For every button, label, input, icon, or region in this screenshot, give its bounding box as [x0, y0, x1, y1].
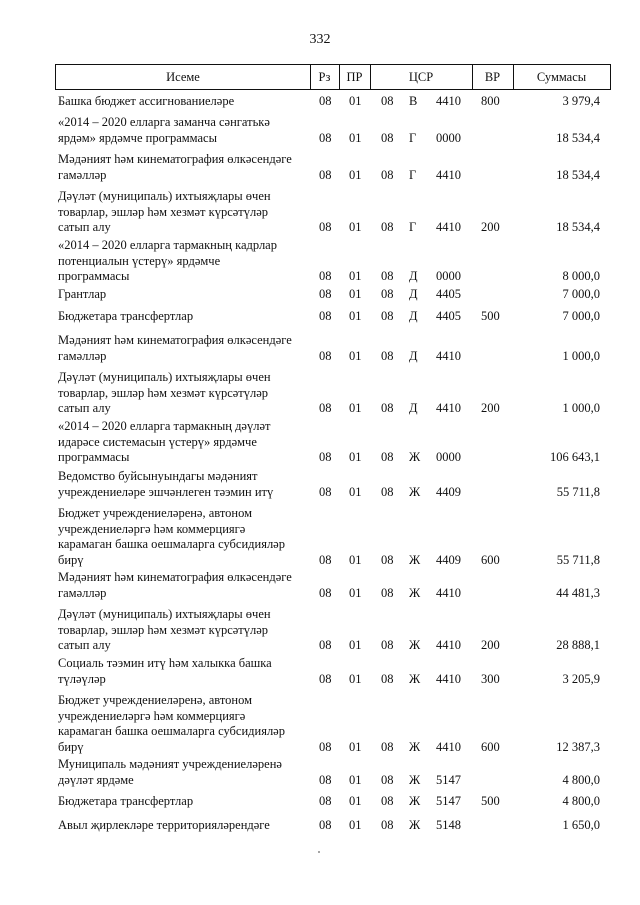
cell-rz: 08	[319, 401, 332, 415]
cell-sum: 1 000,0	[562, 348, 600, 363]
row-name-line: дәүләт ярдәме	[58, 772, 134, 787]
cell-pr: 01	[349, 287, 362, 301]
row-name-line: «2014 – 2020 елларга заманча сәнгатькә	[58, 115, 270, 129]
cell-pr: 01	[349, 269, 362, 283]
row-name	[58, 94, 304, 110]
cell-pr: 01	[349, 220, 362, 234]
cell-c2: Ж	[409, 450, 421, 464]
row-name	[58, 469, 304, 500]
table-row	[0, 189, 640, 236]
cell-c1: 08	[381, 220, 394, 234]
row-name-line: бирү	[58, 739, 84, 754]
cell-vr: 200	[481, 401, 500, 415]
row-name-line: потенциалын үстерү» ярдәмче	[58, 253, 221, 268]
row-name	[58, 333, 304, 364]
row-name	[58, 656, 304, 687]
row-name-line: гамәлләр	[58, 167, 107, 182]
cell-sum: 3 979,4	[562, 94, 600, 108]
cell-c3: 4405	[436, 309, 461, 323]
table-row	[0, 419, 640, 466]
cell-c2: Ж	[409, 739, 421, 754]
row-name-line: товарлар, эшләр һәм хезмәт күрсәтүләр	[58, 385, 269, 400]
table-row	[0, 469, 640, 500]
cell-c1: 08	[381, 167, 394, 182]
cell-rz: 08	[319, 269, 332, 283]
cell-rz: 08	[319, 585, 332, 600]
cell-rz: 08	[319, 818, 332, 832]
cell-c3: 4410	[436, 671, 461, 686]
cell-sum: 7 000,0	[562, 287, 600, 301]
cell-c3: 0000	[436, 130, 461, 145]
header-rz: Рз	[310, 65, 340, 89]
row-name-line: Башка бюджет ассигнованиеләре	[58, 94, 235, 108]
row-name-line: идарәсе системасын үстерү» ярдәмче	[58, 434, 257, 449]
cell-rz: 08	[319, 772, 332, 787]
row-name-line: Мәдәният һәм кинематография өлкәсендәге	[58, 152, 292, 166]
row-name-line: товарлар, эшләр һәм хезмәт күрсәтүләр	[58, 204, 269, 219]
cell-sum: 7 000,0	[562, 309, 600, 323]
cell-sum: 55 711,8	[556, 484, 600, 499]
cell-sum: 4 800,0	[562, 794, 600, 808]
row-name-line: Муниципаль мәдәният учреждениеләренә	[58, 757, 282, 771]
cell-c2: Ж	[409, 484, 421, 499]
cell-c2: Ж	[409, 638, 421, 652]
cell-c3: 0000	[436, 269, 461, 283]
cell-vr: 300	[481, 671, 500, 686]
cell-c3: 4410	[436, 401, 461, 415]
table-row	[0, 818, 640, 834]
cell-pr: 01	[349, 167, 362, 182]
table-row	[0, 794, 640, 810]
cell-c2: Г	[409, 220, 417, 234]
row-name	[58, 757, 304, 788]
row-name	[58, 419, 304, 466]
cell-pr: 01	[349, 585, 362, 600]
row-name	[58, 693, 304, 755]
table-row	[0, 607, 640, 654]
row-name	[58, 794, 304, 810]
row-name-line: учреждениеләре эшчәнлеген тәэмин итү	[58, 484, 274, 499]
cell-rz: 08	[319, 130, 332, 145]
cell-pr: 01	[349, 348, 362, 363]
row-name-line: Дәүләт (муниципаль) ихтыяҗлары өчен	[58, 189, 271, 203]
cell-c2: Г	[409, 130, 417, 145]
row-name	[58, 607, 304, 654]
cell-pr: 01	[349, 818, 362, 832]
cell-c2: Ж	[409, 818, 421, 832]
cell-pr: 01	[349, 484, 362, 499]
row-name-line: гамәлләр	[58, 585, 107, 600]
cell-pr: 01	[349, 794, 362, 808]
cell-rz: 08	[319, 484, 332, 499]
row-name-line: түләүләр	[58, 671, 106, 686]
row-name-line: Мәдәният һәм кинематография өлкәсендәге	[58, 333, 292, 347]
row-name	[58, 570, 304, 601]
cell-rz: 08	[319, 309, 332, 323]
table-row	[0, 238, 640, 285]
cell-c1: 08	[381, 130, 394, 145]
row-name-line: Ведомство буйсынуындагы мәдәният	[58, 469, 258, 483]
row-name-line: гамәлләр	[58, 348, 107, 363]
cell-vr: 800	[481, 94, 500, 108]
cell-rz: 08	[319, 287, 332, 301]
cell-pr: 01	[349, 772, 362, 787]
table-row	[0, 506, 640, 568]
cell-sum: 1 650,0	[562, 818, 600, 832]
row-name-line: «2014 – 2020 елларга тармакның кадрлар	[58, 238, 277, 252]
cell-c3: 4405	[436, 287, 461, 301]
cell-sum: 55 711,8	[556, 552, 600, 567]
cell-sum: 1 000,0	[562, 401, 600, 415]
cell-c1: 08	[381, 94, 394, 108]
row-name-line: Мәдәният һәм кинематография өлкәсендәге	[58, 570, 292, 584]
cell-c1: 08	[381, 671, 394, 686]
row-name-line: товарлар, эшләр һәм хезмәт күрсәтүләр	[58, 622, 269, 637]
row-name-line: сатып алу	[58, 638, 111, 652]
cell-sum: 12 387,3	[556, 739, 600, 754]
table-row	[0, 757, 640, 788]
cell-sum: 18 534,4	[556, 167, 600, 182]
cell-c1: 08	[381, 348, 394, 363]
row-name-line: карамаган башка оешмаларга субсидияләр	[58, 724, 285, 738]
cell-c1: 08	[381, 401, 394, 415]
cell-c3: 4410	[436, 739, 461, 754]
row-name-line: программасы	[58, 269, 130, 283]
header-sum: Суммасы	[536, 70, 587, 84]
cell-c2: Д	[409, 348, 418, 363]
cell-vr: 600	[481, 552, 500, 567]
cell-pr: 01	[349, 671, 362, 686]
cell-c1: 08	[381, 638, 394, 652]
row-name-line: Бюджетара трансфертлар	[58, 309, 194, 323]
row-name	[58, 115, 304, 146]
cell-vr: 500	[481, 309, 500, 323]
row-name-line: Грантлар	[58, 287, 107, 301]
cell-pr: 01	[349, 401, 362, 415]
row-name	[58, 818, 304, 834]
cell-c2: Д	[409, 401, 418, 415]
cell-c3: 4410	[436, 94, 461, 108]
cell-sum: 4 800,0	[562, 772, 600, 787]
row-name-line: Социаль тәэмин итү һәм халыкка башка	[58, 656, 272, 670]
header-name: Исеме	[56, 65, 311, 89]
row-name-line: Дәүләт (муниципаль) ихтыяҗлары өчен	[58, 607, 271, 621]
cell-sum: 18 534,4	[556, 130, 600, 145]
row-name-line: Дәүләт (муниципаль) ихтыяҗлары өчен	[58, 370, 271, 384]
cell-rz: 08	[319, 167, 332, 182]
cell-vr: 200	[481, 220, 500, 234]
table-row	[0, 152, 640, 183]
cell-c2: Ж	[409, 552, 421, 567]
cell-c3: 4410	[436, 167, 461, 182]
row-name-line: Бюджет учреждениеләренә, автоном	[58, 693, 253, 707]
scan-dot	[318, 851, 320, 853]
row-name	[58, 287, 304, 303]
row-name-line: учреждениеләргә һәм коммерциягә	[58, 708, 246, 723]
cell-rz: 08	[319, 794, 332, 808]
cell-vr: 500	[481, 794, 500, 808]
cell-c1: 08	[381, 269, 394, 283]
cell-c3: 5148	[436, 818, 461, 832]
cell-sum: 106 643,1	[550, 450, 600, 464]
row-name	[58, 152, 304, 183]
cell-c1: 08	[381, 450, 394, 464]
cell-pr: 01	[349, 552, 362, 567]
row-name-line: Бюджетара трансфертлар	[58, 794, 194, 808]
row-name	[58, 309, 304, 325]
cell-sum: 3 205,9	[562, 671, 600, 686]
cell-rz: 08	[319, 671, 332, 686]
cell-c1: 08	[381, 794, 394, 808]
cell-c3: 4409	[436, 484, 461, 499]
cell-c1: 08	[381, 287, 394, 301]
cell-c2: Г	[409, 167, 417, 182]
cell-sum: 8 000,0	[562, 269, 600, 283]
row-name-line: карамаган башка оешмаларга субсидияләр	[58, 537, 285, 551]
cell-pr: 01	[349, 739, 362, 754]
cell-c2: Ж	[409, 772, 421, 787]
cell-rz: 08	[319, 94, 332, 108]
cell-sum: 44 481,3	[556, 585, 600, 600]
cell-rz: 08	[319, 348, 332, 363]
cell-vr: 200	[481, 638, 500, 652]
row-name	[58, 506, 304, 568]
cell-vr: 600	[481, 739, 500, 754]
table-row	[0, 287, 640, 303]
row-name-line: «2014 – 2020 елларга тармакның дәүләт	[58, 419, 271, 433]
header-csr: ЦСР	[370, 65, 473, 89]
table-row	[0, 333, 640, 364]
table-row	[0, 570, 640, 601]
cell-c2: Д	[409, 309, 418, 323]
row-name-line: Авыл җирлекләре территорияләрендәге	[58, 818, 270, 832]
table-row	[0, 94, 640, 110]
cell-c1: 08	[381, 739, 394, 754]
cell-c2: В	[409, 94, 418, 108]
cell-pr: 01	[349, 94, 362, 108]
table-row	[0, 656, 640, 687]
page-number: 332	[309, 32, 331, 47]
row-name	[58, 370, 304, 417]
cell-c2: Ж	[409, 671, 421, 686]
row-name-line: ярдәм» ярдәмче программасы	[58, 130, 217, 145]
cell-c3: 4410	[436, 585, 461, 600]
table-row	[0, 115, 640, 146]
cell-rz: 08	[319, 450, 332, 464]
cell-c1: 08	[381, 585, 394, 600]
table-row	[0, 309, 640, 325]
row-name	[58, 238, 304, 285]
cell-c3: 0000	[436, 450, 461, 464]
cell-c2: Д	[409, 287, 418, 301]
cell-c3: 4410	[436, 348, 461, 363]
cell-c3: 4410	[436, 220, 461, 234]
cell-c1: 08	[381, 552, 394, 567]
cell-pr: 01	[349, 130, 362, 145]
cell-c2: Ж	[409, 585, 421, 600]
cell-c1: 08	[381, 484, 394, 499]
cell-c1: 08	[381, 772, 394, 787]
table-row	[0, 693, 640, 755]
row-name	[58, 189, 304, 236]
cell-c1: 08	[381, 818, 394, 832]
cell-rz: 08	[319, 220, 332, 234]
row-name-line: Бюджет учреждениеләренә, автоном	[58, 506, 253, 520]
cell-sum: 18 534,4	[556, 220, 600, 234]
cell-pr: 01	[349, 638, 362, 652]
header-vr: ВР	[472, 65, 514, 89]
cell-pr: 01	[349, 309, 362, 323]
cell-c3: 5147	[436, 794, 461, 808]
cell-pr: 01	[349, 450, 362, 464]
cell-rz: 08	[319, 638, 332, 652]
row-name-line: сатып алу	[58, 220, 111, 234]
row-name-line: бирү	[58, 552, 84, 567]
header-pr: ПР	[339, 65, 371, 89]
cell-rz: 08	[319, 739, 332, 754]
cell-sum: 28 888,1	[556, 638, 600, 652]
table-header	[55, 64, 611, 90]
table-row	[0, 370, 640, 417]
cell-c3: 4409	[436, 552, 461, 567]
cell-c2: Д	[409, 269, 418, 283]
cell-c3: 4410	[436, 638, 461, 652]
row-name-line: учреждениеләргә һәм коммерциягә	[58, 521, 246, 536]
cell-rz: 08	[319, 552, 332, 567]
row-name-line: сатып алу	[58, 401, 111, 415]
row-name-line: программасы	[58, 450, 130, 464]
cell-c2: Ж	[409, 794, 421, 808]
cell-c3: 5147	[436, 772, 461, 787]
cell-c1: 08	[381, 309, 394, 323]
